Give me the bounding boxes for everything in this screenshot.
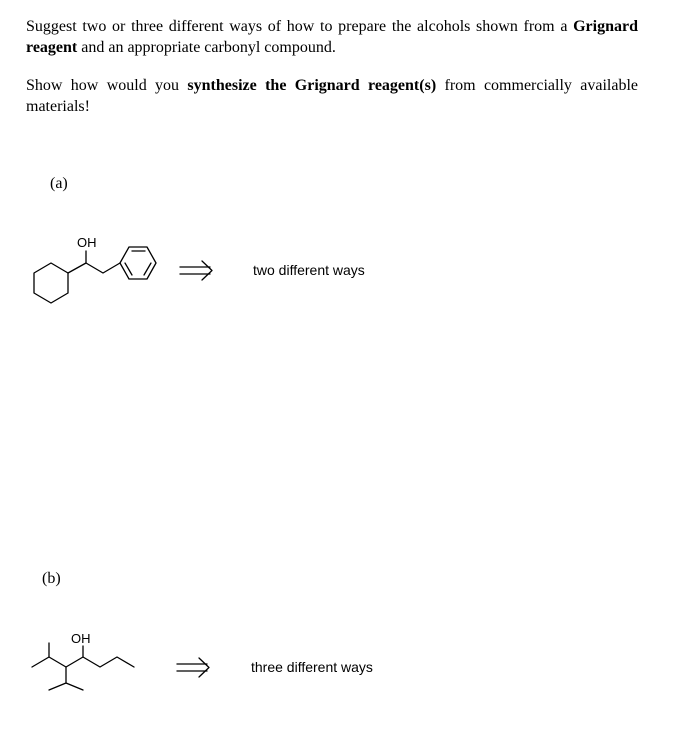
instruction-text: Show how would you: [26, 77, 188, 94]
instruction-text: from commercially available materials!: [26, 77, 639, 115]
hydroxyl-label: OH: [77, 235, 97, 250]
methyl-branch: [66, 683, 83, 690]
problem-a-note: two different ways: [253, 262, 365, 278]
main-carbon-chain: [32, 657, 134, 667]
problem-a-label: (a): [50, 175, 68, 192]
molecule-b-structure: [0, 0, 240, 720]
problem-b-label: (b): [42, 570, 61, 587]
retrosynthesis-arrow-icon: [177, 658, 209, 677]
instruction-bold-text: synthesize the Grignard reagent(s): [187, 77, 437, 94]
instruction-text: Suggest two or three different ways of how to prepare the alcohols shown from a: [26, 18, 574, 35]
instruction-bold-text: Grignard reagent: [26, 18, 638, 56]
instruction-text: and an appropriate carbonyl compound.: [77, 39, 336, 56]
hydroxyl-label: OH: [71, 631, 91, 646]
problem-b-note: three different ways: [251, 659, 373, 675]
ethyl-branch: [49, 667, 66, 690]
